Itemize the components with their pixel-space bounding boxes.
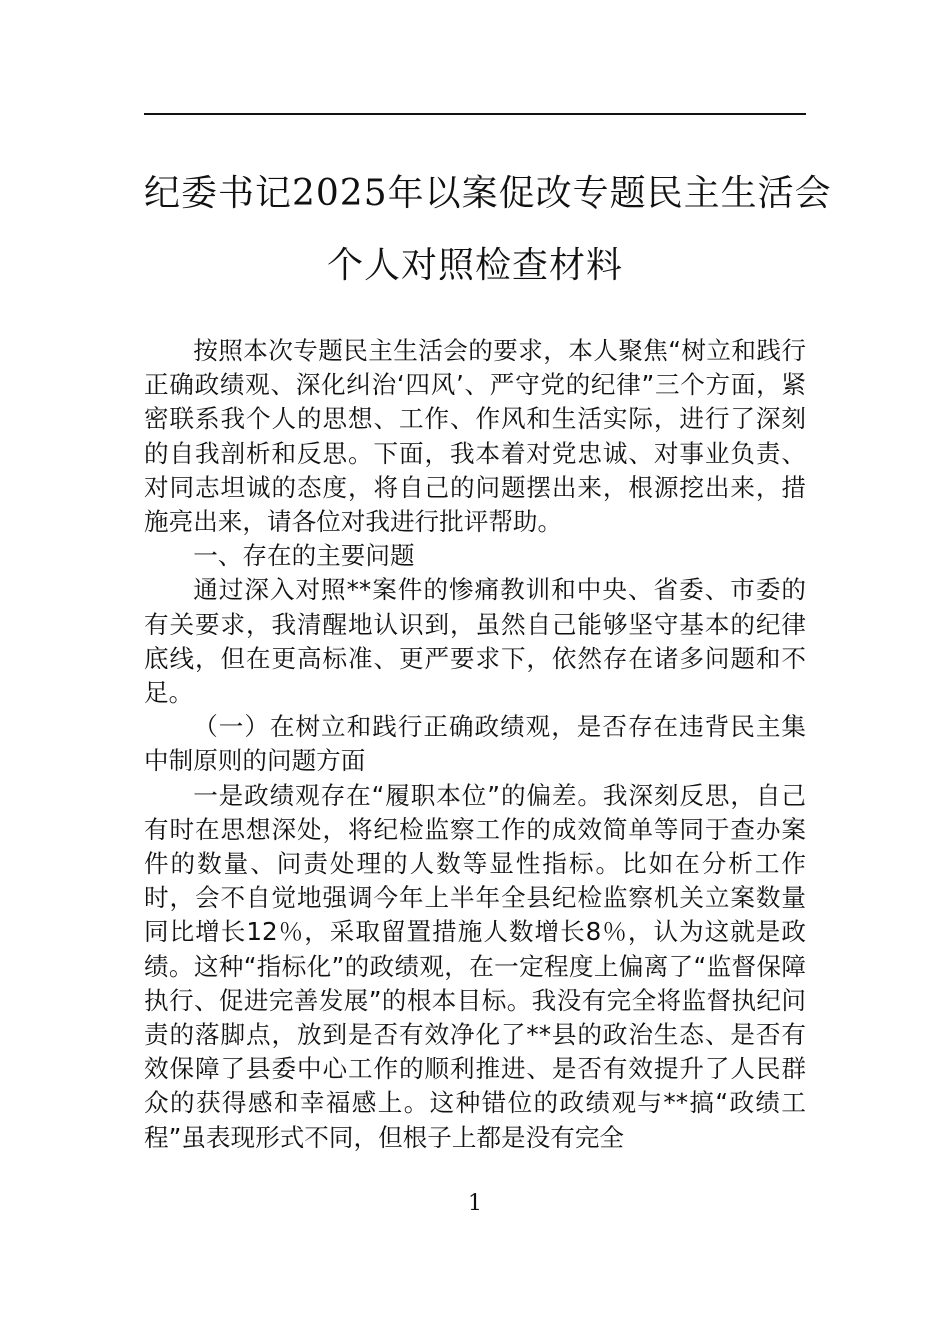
subsection-heading-1: （一）在树立和践行正确政绩观，是否存在违背民主集中制原则的问题方面 — [144, 712, 806, 776]
header-rule — [144, 113, 806, 115]
section-heading-1: 一、存在的主要问题 — [193, 541, 415, 571]
document-body — [144, 334, 806, 1155]
document-title-line-2: 个人对照检查材料 — [326, 245, 623, 286]
document-title-line-1: 纪委书记2025年以案促改专题民主生活会 — [144, 173, 832, 214]
paragraph-overview: 通过深入对照**案件的惨痛教训和中央、省委、市委的有关要求，我清醒地认识到，虽然自己能够坚守基本的纪律底线，但在更高标准、更严要求下，依然存在诸多问题和不足。 — [144, 575, 806, 708]
page-number: 1 — [468, 1191, 482, 1216]
paragraph-point-1: 一是政绩观存在“履职本位”的偏差。我深刻反思，自己有时在思想深处，将纪检监察工作的成效简单等同于查办案件的数量、问责处理的人数等显性指标。比如在分析工作时，会不自觉地强调今年上半年全县纪检监察机关立案数量同比增长12％，采取留置措施人数增长8％，认为这就是政绩。这种“指标化”的政绩观，在一定程度上偏离了“监督保障执行、促进完善发展”的根本目标。我没有完全将监督执纪问责的落脚点，放到是否有效净化了**县的政治生态、是否有效保障了县委中心工作的顺利推进、是否有效提升了人民群众的获得感和幸福感上。这种错位的政绩观与**搞“政绩工程”虽表现形式不同，但根子上都是没有完全 — [144, 780, 806, 1152]
paragraph-intro: 按照本次专题民主生活会的要求，本人聚焦“树立和践行正确政绩观、深化纠治‘四风’、严守党的纪律”三个方面，紧密联系我个人的思想、工作、作风和生活实际，进行了深刻的自我剖析和反思。下面，我本着对党忠诚、对事业负责、对同志坦诚的态度，将自己的问题摆出来，根源挖出来，措施亮出来，请各位对我进行批评帮助。 — [144, 336, 806, 537]
